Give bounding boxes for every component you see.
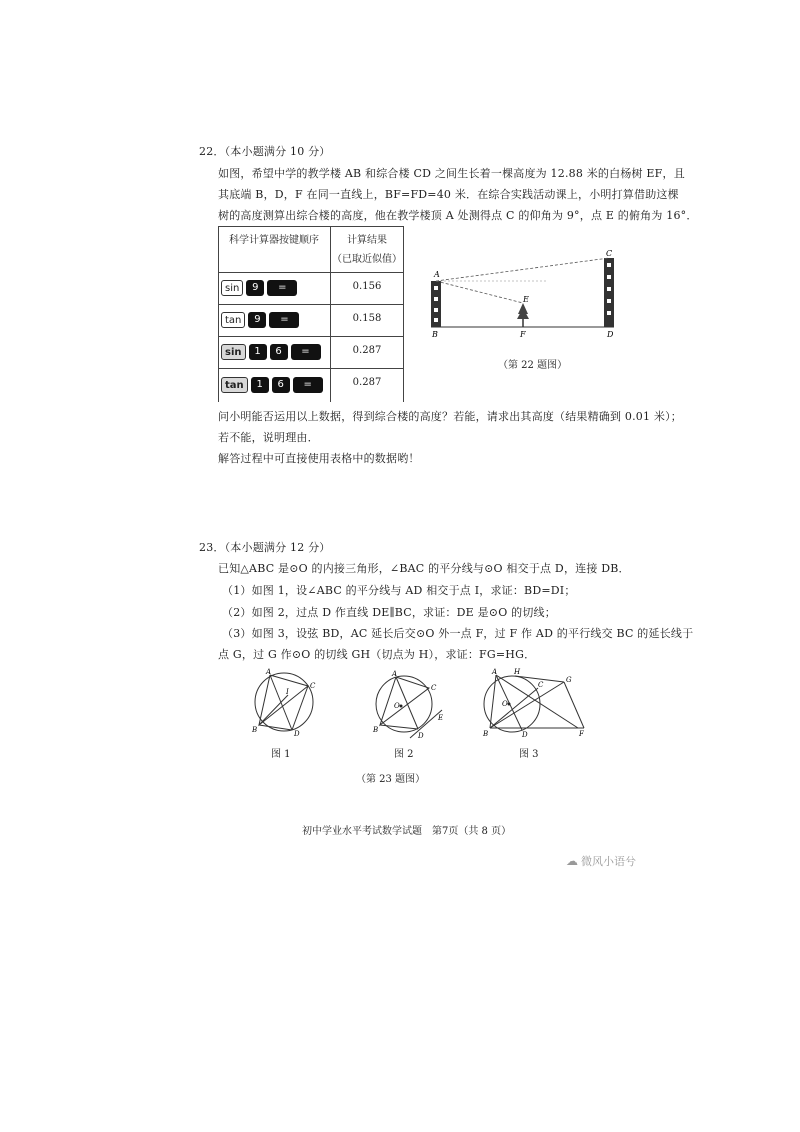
key-6: 6 — [270, 344, 288, 360]
q22-figure-caption: （第 22 题图） — [498, 360, 568, 371]
key-equals: = — [293, 377, 323, 393]
table-row — [221, 280, 297, 296]
label-b: B — [373, 726, 379, 734]
q22-text-line-2: 其底端 B，D，F 在同一直线上，BF=FD=40 米．在综合实践活动课上，小明打算借助这棵 — [218, 188, 679, 201]
window — [607, 311, 611, 315]
page-footer: 初中学业水平考试数学试题 第7页（共 8 页） — [302, 826, 512, 837]
watermark-text: 微风小语兮 — [581, 855, 636, 868]
q23-figure-2 — [368, 668, 453, 743]
key-equals: = — [267, 280, 297, 296]
window — [434, 308, 438, 312]
segment-bd — [380, 725, 418, 729]
label-a: A — [392, 670, 398, 678]
label-c: C — [606, 249, 613, 258]
window — [607, 263, 611, 267]
q22-header: 22．（本小题满分 10 分） — [199, 145, 331, 158]
watermark — [566, 853, 636, 869]
label-a: A — [492, 668, 498, 676]
window — [434, 297, 438, 301]
circle-o — [376, 676, 432, 732]
sight-line-ac — [436, 258, 609, 281]
key-sin: sin — [221, 344, 246, 360]
key-sin: sin — [221, 280, 243, 296]
table-value: 0.287 — [352, 345, 382, 356]
q22-question-line-3: 解答过程中可直接使用表格中的数据哟！ — [218, 452, 420, 465]
q23-text-line-5: 点 G，过 G 作⊙O 的切线 GH（切点为 H），求证：FG=HG． — [218, 648, 536, 661]
fig-1-caption: 图 1 — [271, 749, 291, 760]
label-c: C — [310, 682, 316, 690]
q23-text-line-4: （3）如图 3，设弦 BD，AC 延长后交⊙O 外一点 F，过 F 作 AD 的平行线交 BC 的延长线于 — [222, 627, 694, 640]
table-value: 0.156 — [352, 281, 382, 292]
label-f: F — [579, 730, 584, 738]
center-o — [400, 705, 403, 708]
label-o: O — [502, 700, 508, 708]
building-cd — [604, 258, 614, 327]
key-1: 1 — [249, 344, 267, 360]
label-c: C — [431, 684, 437, 692]
triangle-abc — [380, 677, 429, 725]
label-d: D — [522, 731, 528, 739]
key-9: 9 — [246, 280, 264, 296]
fig-2-caption: 图 2 — [394, 749, 414, 760]
fig-3-caption: 图 3 — [519, 749, 539, 760]
chat-bubble-icon: ☁ — [566, 854, 578, 868]
q22-question-line-1: 问小明能否运用以上数据，得到综合楼的高度？若能，请求出其高度（结果精确到 0.01 米）； — [218, 410, 682, 423]
label-o: O — [394, 702, 400, 710]
label-a: A — [434, 270, 440, 279]
table-value: 0.287 — [352, 377, 382, 388]
label-e: E — [523, 295, 529, 304]
q22-figure — [426, 248, 626, 343]
table-row — [221, 377, 323, 393]
label-f: F — [520, 330, 526, 339]
center-o — [508, 703, 511, 706]
table-row — [221, 312, 299, 328]
key-6: 6 — [272, 377, 290, 393]
key-equals: = — [291, 344, 321, 360]
calculator-table — [218, 226, 404, 402]
table-row — [221, 344, 321, 360]
q23-text-line-1: 已知△ABC 是⊙O 的内接三角形，∠BAC 的平分线与⊙O 相交于点 D，连接 DB． — [218, 562, 630, 575]
q22-text-line-1: 如图，希望中学的教学楼 AB 和综合楼 CD 之间生长着一棵高度为 12.88 米的白杨树 EF，且 — [218, 167, 685, 180]
key-9: 9 — [248, 312, 266, 328]
label-a: A — [266, 668, 272, 676]
key-equals: = — [269, 312, 299, 328]
label-d: D — [294, 730, 300, 738]
q22-question-line-2: 若不能，说明理由． — [218, 431, 319, 444]
key-tan: tan — [221, 312, 245, 328]
window — [607, 287, 611, 291]
table-header-keys: 科学计算器按键顺序 — [229, 235, 319, 246]
label-d: D — [418, 732, 424, 740]
table-header-approx: （已取近似值） — [332, 254, 402, 265]
table-value: 0.158 — [352, 313, 382, 324]
label-g: G — [566, 676, 572, 684]
q23-figure-1 — [248, 668, 323, 740]
q23-text-line-2: （1）如图 1，设∠ABC 的平分线与 AD 相交于点 I，求证：BD=DI； — [222, 584, 576, 597]
q23-figure-3 — [478, 666, 593, 741]
sight-line-ae — [436, 281, 523, 303]
q23-figure-caption: （第 23 题图） — [356, 774, 426, 785]
q23-header: 23．（本小题满分 12 分） — [199, 541, 331, 554]
label-c: C — [538, 681, 544, 689]
label-e: E — [438, 714, 444, 722]
q23-text-line-3: （2）如图 2，过点 D 作直线 DE∥BC，求证：DE 是⊙O 的切线； — [222, 606, 556, 619]
window — [607, 299, 611, 303]
label-h: H — [514, 668, 521, 676]
window — [434, 286, 438, 290]
label-b: B — [432, 330, 438, 339]
key-1: 1 — [251, 377, 269, 393]
window — [434, 318, 438, 322]
key-tan: tan — [221, 377, 248, 393]
label-d: D — [607, 330, 614, 339]
label-i: I — [286, 688, 289, 696]
label-b: B — [252, 726, 258, 734]
label-b: B — [483, 730, 489, 738]
window — [607, 275, 611, 279]
segment-bc — [490, 688, 538, 728]
table-header-result: 计算结果 — [347, 235, 387, 246]
q22-text-line-3: 树的高度测算出综合楼的高度，他在教学楼顶 A 处测得点 C 的仰角为 9°，点 E 的俯角为 16°． — [218, 209, 698, 222]
